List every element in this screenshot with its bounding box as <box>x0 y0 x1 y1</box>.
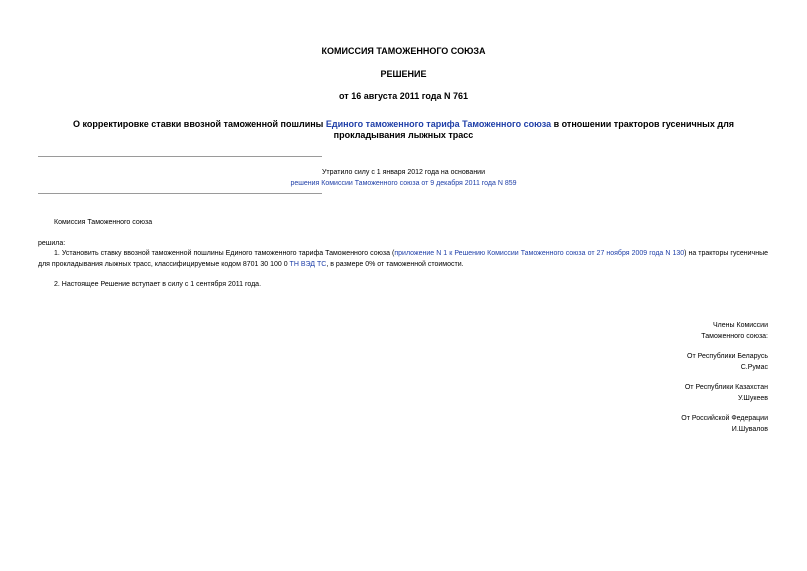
expiry-notice <box>0 167 807 189</box>
paragraph-2: 2. Настоящее Решение вступает в силу с 1 сентября 2011 года. <box>54 281 262 288</box>
signature-country: От Республики Казахстан <box>684 384 768 391</box>
para1-text-before: 1. Установить ставку ввозной таможенной пошлины Единого таможенного тарифа Таможенного союза ( <box>54 250 395 257</box>
title-text-after: в отношении тракторов гусеничных для прокладывания лыжных трасс <box>333 119 735 140</box>
paragraph-1 <box>38 248 768 270</box>
tn-ved-link[interactable]: ТН ВЭД ТС <box>289 261 327 268</box>
document-type-heading: РЕШЕНИЕ <box>380 69 427 79</box>
para1-text-after: , в размере 0% от таможенной стоимости. <box>326 261 464 268</box>
signature-country: От Российской Федерации <box>681 415 768 422</box>
title-text-before: О корректировке ставки ввозной таможенной пошлины <box>72 119 326 129</box>
tariff-link[interactable]: Единого таможенного тарифа Таможенного союза <box>325 119 552 129</box>
para1-text-middle: ) на тракторы гусеничные для прокладывания лыжных трасс, классифицируемые кодом 8701 30 100 0 <box>38 250 768 268</box>
signature-country: От Республики Беларусь <box>687 353 768 360</box>
date-number-heading: от 16 августа 2011 года N 761 <box>339 91 468 101</box>
divider-top <box>38 156 322 157</box>
resolved-line: решила: <box>38 240 66 247</box>
signature-russia <box>681 413 768 435</box>
annex-link[interactable]: приложение N 1 к Решению Комиссии Таможенного союза от 27 ноября 2009 года N 130 <box>394 250 685 257</box>
signature-belarus <box>681 351 768 373</box>
document-title <box>36 119 771 141</box>
signature-kazakhstan <box>681 382 768 404</box>
commission-line: Комиссия Таможенного союза <box>54 219 153 226</box>
members-line-2: Таможенного союза: <box>701 333 768 340</box>
divider-bottom <box>38 193 322 194</box>
signature-name: И.Шувалов <box>731 426 768 433</box>
members-heading <box>681 320 768 342</box>
signatures-block <box>681 320 768 444</box>
signature-name: У.Шукеев <box>737 395 768 402</box>
expiry-text: Утратило силу с 1 января 2012 года на основании <box>321 169 486 176</box>
basis-decision-link[interactable]: решения Комиссии Таможенного союза от 9 декабря 2011 года N 859 <box>290 180 517 187</box>
organization-heading: КОМИССИЯ ТАМОЖЕННОГО СОЮЗА <box>321 46 486 56</box>
signature-name: С.Румас <box>740 364 768 371</box>
members-line-1: Члены Комиссии <box>713 322 768 329</box>
